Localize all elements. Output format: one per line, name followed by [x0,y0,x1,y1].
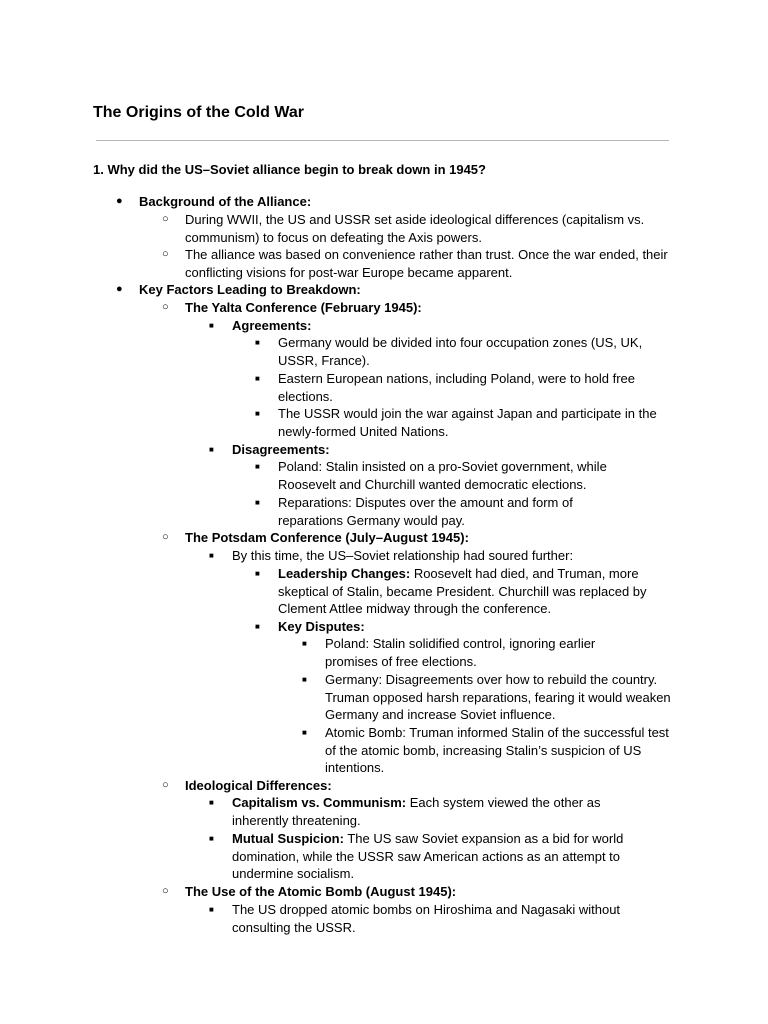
hollow-bullet-icon: ○ [162,248,169,260]
square-bullet-icon: ■ [209,445,214,454]
list-item: The USSR would join the war against Japan and participate in the newly-formed United Nations. [278,406,657,439]
square-bullet-icon: ■ [255,569,260,578]
hollow-bullet-icon: ○ [162,885,169,897]
list-item: Eastern European nations, including Poland, were to hold free elections. [278,371,636,404]
list-item: Germany: Disagreements over how to rebuild the country. Truman opposed harsh reparations, fearing it would weaken Germany and increase Soviet influence. [325,672,671,723]
square-bullet-icon: ■ [255,622,260,631]
list-item-disagreements: Disagreements: [232,442,330,457]
square-bullet-icon: ■ [209,834,214,843]
list-item-background: Background of the Alliance: [139,194,312,209]
list-item: Reparations: Disputes over the amount and form of reparations Germany would pay. [278,495,573,528]
list-item-agreements: Agreements: [232,318,312,333]
square-bullet-icon: ■ [255,409,260,418]
list-item: Poland: Stalin solidified control, ignoring earlier promises of free elections. [325,636,596,669]
horizontal-divider [96,140,669,141]
hollow-bullet-icon: ○ [162,779,169,791]
square-bullet-icon: ■ [255,374,260,383]
list-item: During WWII, the US and USSR set aside ideological differences (capitalism vs. communism) to focus on defeating the Axis powers. [185,212,645,245]
list-item-key-factors: Key Factors Leading to Breakdown: [139,282,361,297]
list-item-yalta: The Yalta Conference (February 1945): [185,300,422,315]
square-bullet-icon: ■ [255,338,260,347]
square-bullet-icon: ■ [209,551,214,560]
square-bullet-icon: ■ [255,498,260,507]
list-item-ideological-differences: Ideological Differences: [185,778,332,793]
square-bullet-icon: ■ [302,728,307,737]
square-bullet-icon: ■ [209,905,214,914]
list-item-mutual-suspicion: Mutual Suspicion: The US saw Soviet expansion as a bid for world domination, while the USSR saw American actions as an attempt to undermine socialism. [232,831,624,882]
hollow-bullet-icon: ○ [162,301,169,313]
hollow-bullet-icon: ○ [162,213,169,225]
filled-bullet-icon: ● [116,195,123,207]
hollow-bullet-icon: ○ [162,531,169,543]
question-heading: 1. Why did the US–Soviet alliance begin to break down in 1945? [93,162,486,177]
list-item-potsdam: The Potsdam Conference (July–August 1945): [185,530,469,545]
list-item: Atomic Bomb: Truman informed Stalin of the successful test of the atomic bomb, increasing Stalin’s suspicion of US intentions. [325,725,669,776]
document-title: The Origins of the Cold War [93,104,304,121]
square-bullet-icon: ■ [302,639,307,648]
square-bullet-icon: ■ [209,321,214,330]
list-item-atomic-bomb: The Use of the Atomic Bomb (August 1945): [185,884,457,899]
list-item-capitalism-vs-communism: Capitalism vs. Communism: Each system viewed the other as inherently threatening. [232,795,601,828]
list-item: The US dropped atomic bombs on Hiroshima and Nagasaki without consulting the USSR. [232,902,621,935]
filled-bullet-icon: ● [116,283,123,295]
list-item-leadership-changes: Leadership Changes: Roosevelt had died, and Truman, more skeptical of Stalin, became President. Churchill was replaced by Clement Attlee midway through the conference. [278,566,647,617]
list-item: Poland: Stalin insisted on a pro-Soviet government, while Roosevelt and Churchill wanted democratic elections. [278,459,607,492]
square-bullet-icon: ■ [302,675,307,684]
square-bullet-icon: ■ [255,462,260,471]
list-item: Germany would be divided into four occupation zones (US, UK, USSR, France). [278,335,643,368]
list-item: By this time, the US–Soviet relationship had soured further: [232,548,574,563]
square-bullet-icon: ■ [209,798,214,807]
list-item: The alliance was based on convenience rather than trust. Once the war ended, their conflicting visions for post-war Europe became apparent. [185,247,668,280]
list-item-key-disputes: Key Disputes: [278,619,365,634]
